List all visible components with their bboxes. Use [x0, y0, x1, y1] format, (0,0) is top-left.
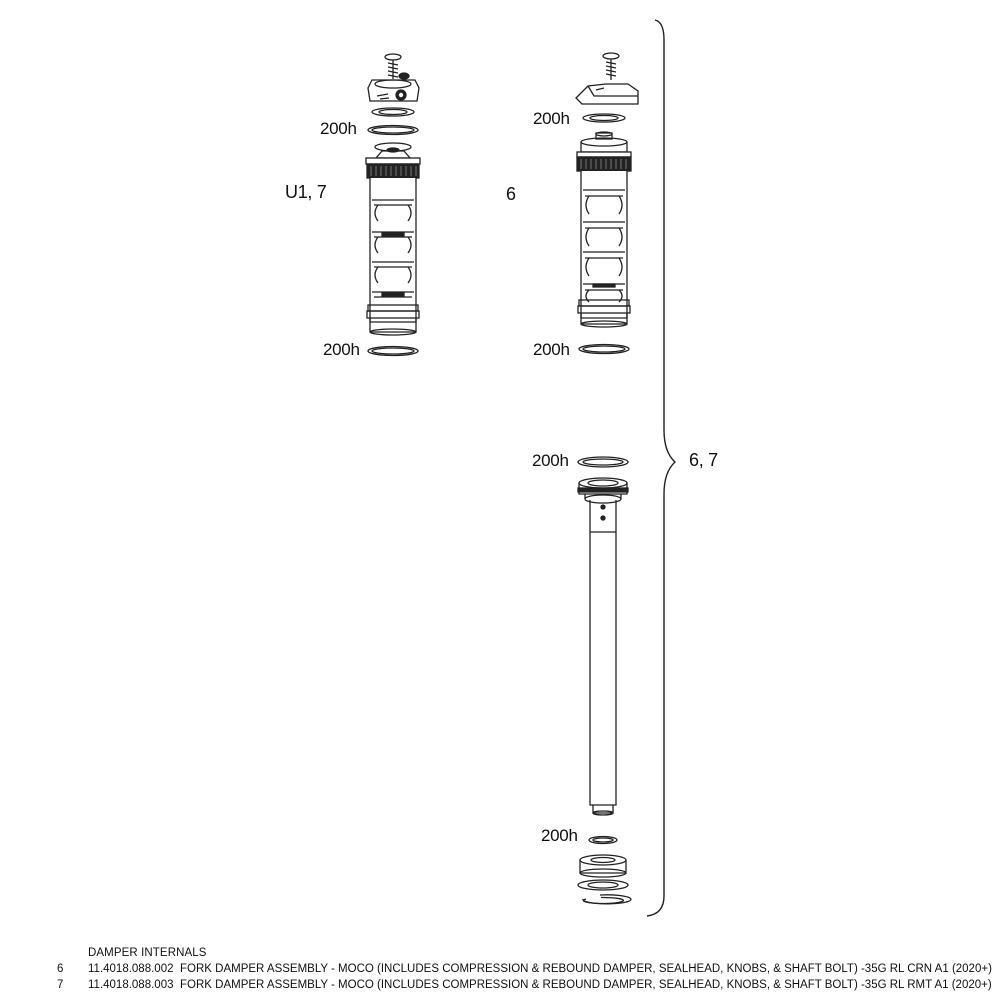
- callout-shaft-top-seal: 200h: [532, 451, 569, 470]
- left-damper-cartridge: [366, 143, 420, 335]
- group-bracket: [647, 20, 675, 916]
- mid-top-washer: [583, 114, 625, 122]
- shaft-bottom-washer: [578, 880, 628, 890]
- part-ref: 6: [57, 963, 64, 975]
- part-number: 11.4018.088.003: [88, 979, 174, 991]
- callout-left-cartridge: U1, 7: [285, 182, 327, 202]
- callout-shaft-bottom-seal: 200h: [541, 826, 578, 845]
- part-number: 11.4018.088.002: [88, 963, 174, 975]
- callout-left-bottom-seal: 200h: [323, 340, 360, 359]
- callout-mid-top-seal: 200h: [533, 109, 570, 128]
- callout-mid-bottom-seal: 200h: [533, 340, 570, 359]
- part-description: FORK DAMPER ASSEMBLY - MOCO (INCLUDES COMPRESSION & REBOUND DAMPER, SEALHEAD, KNOBS, & SHAFT BOLT) -35G RL CRN A1 (2020+): [180, 963, 992, 975]
- part-description: FORK DAMPER ASSEMBLY - MOCO (INCLUDES COMPRESSION & REBOUND DAMPER, SEALHEAD, KNOBS, & SHAFT BOLT) -35G RL RMT A1 (2020+): [180, 979, 992, 991]
- shaft-bottom-bumper: [580, 855, 626, 877]
- damper-shaft: [590, 500, 616, 815]
- shaft-top-seal: [578, 457, 628, 467]
- shaft-bottom-seal: [589, 837, 617, 844]
- left-top-washer: [372, 108, 414, 116]
- mid-knob: [576, 84, 638, 104]
- left-top-seal: [368, 126, 418, 135]
- callout-mid-cartridge: 6: [506, 184, 516, 204]
- shaft-sealhead: [578, 478, 628, 503]
- parts-list-title: DAMPER INTERNALS: [88, 947, 207, 959]
- shaft-circlip: [583, 895, 631, 904]
- callout-bracket-group: 6, 7: [689, 450, 718, 470]
- callout-left-top-seal: 200h: [320, 119, 357, 138]
- mid-bottom-seal: [579, 345, 629, 354]
- part-ref: 7: [57, 979, 64, 991]
- left-bottom-seal: [368, 347, 418, 356]
- mid-top-screw: [603, 53, 619, 80]
- mid-damper-cartridge: [577, 132, 631, 327]
